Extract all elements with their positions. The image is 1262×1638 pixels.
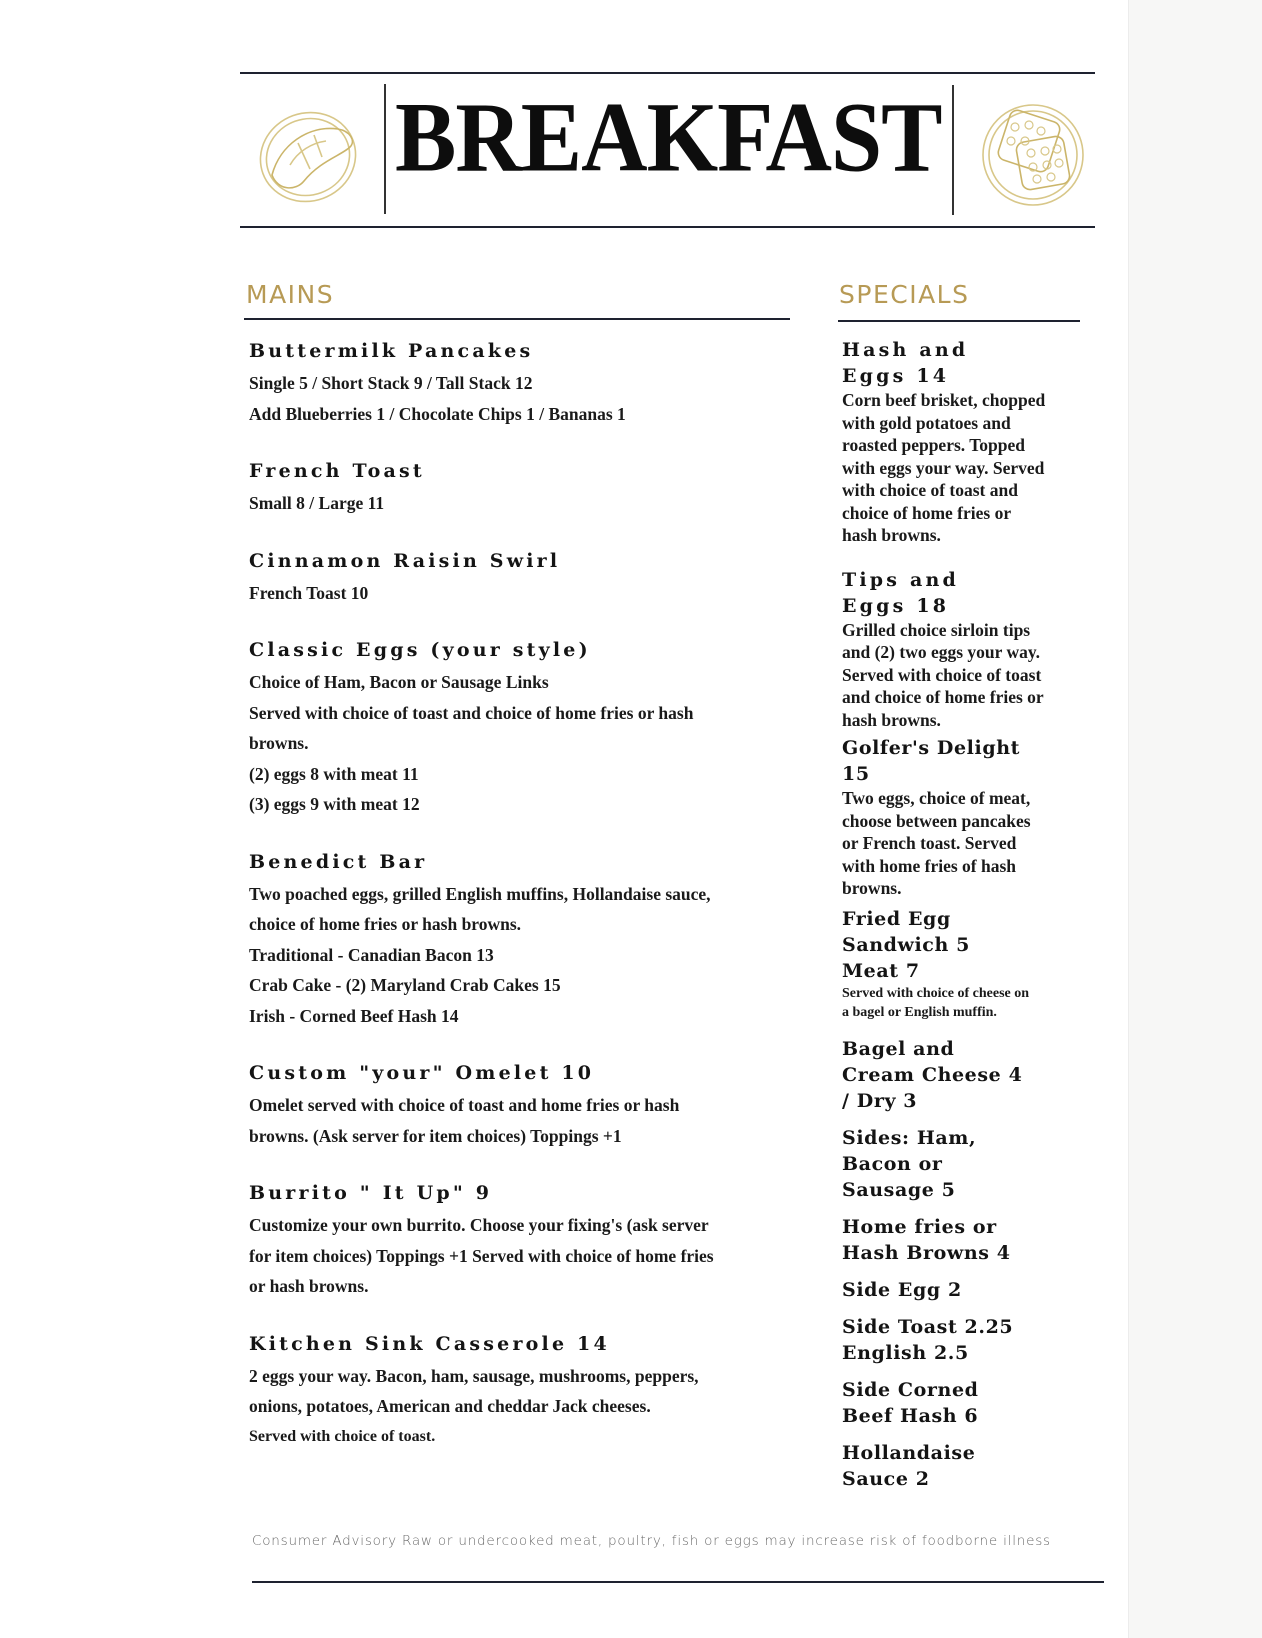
item-title: Buttermilk Pancakes xyxy=(249,340,534,362)
special-title: Sides: Ham, xyxy=(842,1126,977,1149)
item-title: Classic Eggs (your style) xyxy=(249,639,591,661)
item-line: 2 eggs your way. Bacon, ham, sausage, mushrooms, peppers, xyxy=(249,1365,699,1386)
header-bottom-rule xyxy=(240,226,1095,228)
special-desc: and choice of home fries or xyxy=(842,687,1044,707)
special-desc: with gold potatoes and xyxy=(842,412,1011,433)
item-title: Kitchen Sink Casserole 14 xyxy=(249,1332,610,1355)
special-title: Sandwich 5 xyxy=(842,933,970,956)
item-price-line: Single 5 / Short Stack 9 / Tall Stack 12 xyxy=(249,373,533,393)
special-title: 15 xyxy=(842,763,870,785)
special-desc: Served with choice of toast xyxy=(842,664,1042,685)
special-title: Eggs 14 xyxy=(842,365,950,387)
special-title: Side Egg 2 xyxy=(842,1278,962,1301)
special-title: Bagel and xyxy=(842,1037,955,1060)
special-side-corned-beef-hash xyxy=(842,1377,1087,1429)
menu-item-kitchen-sink-casserole xyxy=(249,1331,809,1453)
specials-rule xyxy=(838,320,1080,322)
special-title: Sausage 5 xyxy=(842,1178,956,1201)
item-price-line: (2) eggs 8 with meat 11 xyxy=(249,763,419,784)
special-desc: and (2) two eggs your way. xyxy=(842,642,1041,662)
page-title: BREAKFAST xyxy=(395,81,942,193)
item-line: Customize your own burrito. Choose your fixing's (ask server xyxy=(249,1215,709,1235)
special-title: / Dry 3 xyxy=(842,1089,918,1112)
item-title: Cinnamon Raisin Swirl xyxy=(249,549,561,572)
croissant-plate-icon xyxy=(250,95,370,215)
special-tips-and-eggs xyxy=(842,567,1087,732)
item-price-line: Irish - Corned Beef Hash 14 xyxy=(249,1005,459,1026)
item-title: French Toast xyxy=(249,460,425,482)
special-desc: with choice of toast and xyxy=(842,480,1018,500)
item-line: Omelet served with choice of toast and home fries or hash xyxy=(249,1095,680,1115)
special-fried-egg-sandwich xyxy=(842,906,1087,1022)
special-title: English 2.5 xyxy=(842,1341,969,1364)
special-title: Side Toast 2.25 xyxy=(842,1315,1014,1338)
header-right-divider xyxy=(952,85,954,215)
item-title: Custom "your" Omelet 10 xyxy=(249,1062,595,1084)
special-sides-meat xyxy=(842,1125,1087,1203)
item-price-line: (3) eggs 9 with meat 12 xyxy=(249,794,420,814)
special-title: Golfer's Delight xyxy=(842,737,1020,759)
item-line: Served with choice of toast. xyxy=(249,1427,436,1445)
menu-item-classic-eggs xyxy=(249,637,809,820)
specials-column xyxy=(842,337,1087,1492)
item-line: choice of home fries or hash browns. xyxy=(249,914,522,934)
footer-rule xyxy=(252,1581,1104,1583)
menu-item-cinnamon-raisin-swirl xyxy=(249,548,809,609)
page-edge xyxy=(1128,0,1262,1638)
menu-item-burrito xyxy=(249,1180,809,1302)
menu-item-benedict-bar xyxy=(249,849,809,1032)
special-desc: choose between pancakes xyxy=(842,810,1031,831)
mains-rule xyxy=(244,318,790,320)
header-left-divider xyxy=(384,84,386,214)
item-title: Benedict Bar xyxy=(249,850,428,873)
special-desc: Served with choice of cheese on xyxy=(842,985,1030,1001)
special-home-fries xyxy=(842,1214,1087,1266)
special-desc: a bagel or English muffin. xyxy=(842,1004,997,1020)
special-title: Meat 7 xyxy=(842,959,920,982)
special-title: Cream Cheese 4 xyxy=(842,1063,1023,1086)
menu-item-custom-omelet xyxy=(249,1060,809,1151)
mains-heading: MAINS xyxy=(246,280,335,309)
item-price-line: Traditional - Canadian Bacon 13 xyxy=(249,944,494,965)
special-title: Beef Hash 6 xyxy=(842,1404,979,1427)
consumer-advisory: Consumer Advisory Raw or undercooked meat, poultry, fish or eggs may increase risk of foodborne illness xyxy=(252,1533,1051,1549)
special-hash-and-eggs xyxy=(842,337,1087,547)
special-desc: Two eggs, choice of meat, xyxy=(842,788,1031,808)
special-title: Hash Browns 4 xyxy=(842,1241,1011,1264)
item-price-line: French Toast 10 xyxy=(249,582,369,603)
item-line: for item choices) Toppings +1 Served with choice of home fries xyxy=(249,1245,714,1266)
item-line: Two poached eggs, grilled English muffins, Hollandaise sauce, xyxy=(249,883,711,904)
waffle-plate-icon xyxy=(975,95,1095,215)
special-desc: browns. xyxy=(842,878,902,898)
special-desc: choice of home fries or xyxy=(842,502,1012,523)
item-title: Burrito " It Up" 9 xyxy=(249,1182,493,1204)
header-top-rule xyxy=(240,72,1095,74)
special-title: Eggs 18 xyxy=(842,594,950,617)
item-line: Served with choice of toast and choice of home fries or hash xyxy=(249,702,694,723)
item-addon-line: Add Blueberries 1 / Chocolate Chips 1 / Bananas 1 xyxy=(249,403,626,424)
special-title: Side Corned xyxy=(842,1378,979,1401)
item-line: onions, potatoes, American and cheddar Jack cheeses. xyxy=(249,1396,651,1416)
special-desc: Corn beef brisket, chopped xyxy=(842,390,1046,410)
item-line: browns. (Ask server for item choices) Toppings +1 xyxy=(249,1125,622,1146)
special-desc: or French toast. Served xyxy=(842,833,1017,853)
mains-column xyxy=(249,338,809,1452)
item-price-line: Crab Cake - (2) Maryland Crab Cakes 15 xyxy=(249,975,561,995)
special-desc: with home fries of hash xyxy=(842,855,1017,876)
special-hollandaise-sauce xyxy=(842,1440,1087,1492)
menu-item-french-toast xyxy=(249,458,809,519)
special-side-egg xyxy=(842,1277,1087,1303)
item-price-line: Small 8 / Large 11 xyxy=(249,493,385,513)
special-golfers-delight xyxy=(842,735,1087,900)
special-title: Fried Egg xyxy=(842,907,951,930)
menu-item-buttermilk-pancakes xyxy=(249,338,809,429)
item-line: Choice of Ham, Bacon or Sausage Links xyxy=(249,672,549,692)
special-desc: hash browns. xyxy=(842,525,941,545)
item-line: or hash browns. xyxy=(249,1276,369,1296)
special-title: Hash and xyxy=(842,339,969,361)
special-title: Home fries or xyxy=(842,1215,997,1238)
special-side-toast xyxy=(842,1314,1087,1366)
special-title: Bacon or xyxy=(842,1152,943,1175)
special-title: Sauce 2 xyxy=(842,1467,930,1490)
special-bagel-cream-cheese xyxy=(842,1036,1087,1114)
special-title: Tips and xyxy=(842,568,959,591)
special-title: Hollandaise xyxy=(842,1441,976,1464)
special-desc: roasted peppers. Topped xyxy=(842,435,1025,455)
item-line: browns. xyxy=(249,733,309,753)
special-desc: with eggs your way. Served xyxy=(842,457,1045,478)
special-desc: hash browns. xyxy=(842,709,941,730)
specials-heading: SPECIALS xyxy=(839,280,970,309)
special-desc: Grilled choice sirloin tips xyxy=(842,619,1031,640)
